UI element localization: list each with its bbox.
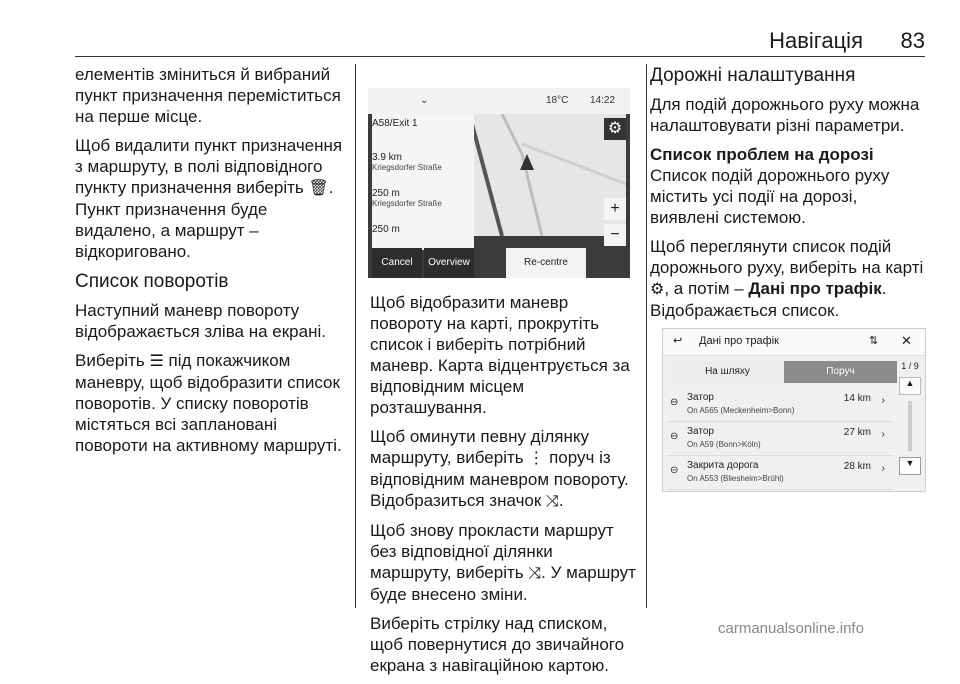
- status-bar: [368, 88, 630, 114]
- footer-watermark: carmanualsonline.info: [718, 620, 864, 637]
- column-divider: [646, 64, 647, 608]
- column-divider: [355, 64, 356, 608]
- overview-button[interactable]: Overview: [424, 248, 474, 278]
- traffic-jam-icon: ⊖: [670, 397, 679, 408]
- cancel-button[interactable]: Cancel: [372, 248, 422, 278]
- zoom-out-button[interactable]: −: [604, 224, 626, 246]
- scrollbar[interactable]: [908, 401, 912, 451]
- turn-item[interactable]: 3.9 km Kriegsdorfer Straße: [372, 152, 442, 172]
- turn-item[interactable]: A58/Exit 1: [372, 118, 418, 129]
- paragraph: Щоб оминути певну ділянку маршруту, виберіть ⋮ поруч із відповідним маневром повороту. Відобразиться значок ⤨.: [370, 427, 629, 510]
- turn-item[interactable]: 250 m: [372, 224, 400, 235]
- paragraph: Виберіть стрілку над списком, щоб повернутися до звичайного екрана з навігаційною картою.: [370, 614, 625, 675]
- chevron-down-icon[interactable]: ⌄: [420, 95, 429, 106]
- paragraph: елементів зміниться й вибраний пункт призначення переміститься на перше місце.: [75, 65, 341, 126]
- header-divider: [75, 56, 925, 57]
- scroll-up-button[interactable]: ▲: [899, 377, 921, 395]
- back-icon[interactable]: ↩: [673, 335, 683, 347]
- more-vertical-icon: ⋮: [528, 450, 545, 467]
- clock: 14:22: [590, 95, 616, 106]
- traffic-row[interactable]: ⊖ Затор On A59 (Bonn>Köln) 27 km ›: [667, 421, 893, 456]
- sort-icon[interactable]: ⇅: [869, 335, 879, 347]
- paragraph: Виберіть ☰ під покажчиком маневру, щоб відобразити список поворотів. У списку поворотів містяться всі заплановані повороти на активному маршруті.: [75, 351, 342, 455]
- scroll-panel: [899, 357, 921, 487]
- tab-nearby[interactable]: Поруч: [784, 361, 897, 383]
- recentre-button[interactable]: Re-centre: [506, 248, 586, 278]
- page-indicator: 1 / 9: [901, 361, 919, 371]
- page-header: [75, 28, 925, 54]
- paragraph: Щоб видалити пункт призначення з маршруту, в полі відповідного пункту призначення виберіть 🗑. Пункт призначення буде видалено, а маршрут – відкориговано.: [75, 136, 343, 261]
- chevron-right-icon: ›: [881, 395, 885, 406]
- temperature: 18°C: [546, 95, 569, 106]
- avoid-icon: ⤨: [546, 493, 559, 510]
- traffic-screenshot: [662, 328, 926, 492]
- column-1: [75, 64, 347, 464]
- column-2: [370, 292, 638, 684]
- traffic-tabs: [671, 361, 897, 383]
- avoid-icon: ⤨: [528, 565, 542, 582]
- section-heading: Список поворотів: [75, 271, 229, 292]
- tab-on-route[interactable]: На шляху: [671, 361, 784, 383]
- turn-list: [372, 114, 474, 250]
- traffic-title: Дані про трафік: [699, 335, 779, 347]
- section-heading: Дорожні налаштування: [650, 65, 856, 86]
- road-closed-icon: ⊝: [670, 465, 679, 476]
- chevron-right-icon: ›: [881, 463, 885, 474]
- scroll-down-button[interactable]: ▼: [899, 457, 921, 475]
- gear-icon: ⚙: [650, 281, 665, 298]
- zoom-in-button[interactable]: +: [604, 198, 626, 220]
- traffic-jam-icon: ⊖: [670, 431, 679, 442]
- navigation-screenshot: [368, 88, 630, 278]
- page-number: 83: [900, 28, 925, 53]
- paragraph: Щоб відобразити маневр повороту на карті, прокрутіть список і виберіть потрібний маневр. Карта відцентрується за відповідним місцем розташування.: [370, 293, 630, 417]
- paragraph: Щоб переглянути список подій дорожнього руху, виберіть на карті ⚙, а потім – Дані про трафік. Відображається список.: [650, 237, 924, 320]
- list-icon: ☰: [149, 353, 164, 370]
- chevron-right-icon: ›: [881, 429, 885, 440]
- gear-icon[interactable]: ⚙: [604, 118, 626, 140]
- paragraph: Для подій дорожнього руху можна налаштовувати різні параметри.: [650, 95, 920, 135]
- close-icon[interactable]: ✕: [901, 333, 912, 348]
- paragraph: Наступний маневр повороту відображається зліва на екрані.: [75, 301, 326, 341]
- trash-icon: 🗑: [308, 180, 329, 197]
- column-3: [650, 64, 926, 329]
- paragraph: Щоб знову прокласти маршрут без відповідної ділянки маршруту, виберіть ⤨. У маршрут буде внесено зміни.: [370, 521, 636, 604]
- traffic-row[interactable]: ⊝ Закрита дорога On A553 (Bliesheim>Brühl) 28 km ›: [667, 455, 893, 490]
- section-title: Навігація: [769, 28, 863, 53]
- traffic-row[interactable]: ⊖ Затор On A565 (Meckenheim>Bonn) 14 km ›: [667, 387, 893, 422]
- traffic-header: [663, 329, 925, 356]
- paragraph: Список подій дорожнього руху містить усі події на дорозі, виявлені системою.: [650, 166, 890, 227]
- subheading: Список проблем на дорозі: [650, 145, 874, 164]
- turn-item[interactable]: 250 m Kriegsdorfer Straße: [372, 188, 442, 208]
